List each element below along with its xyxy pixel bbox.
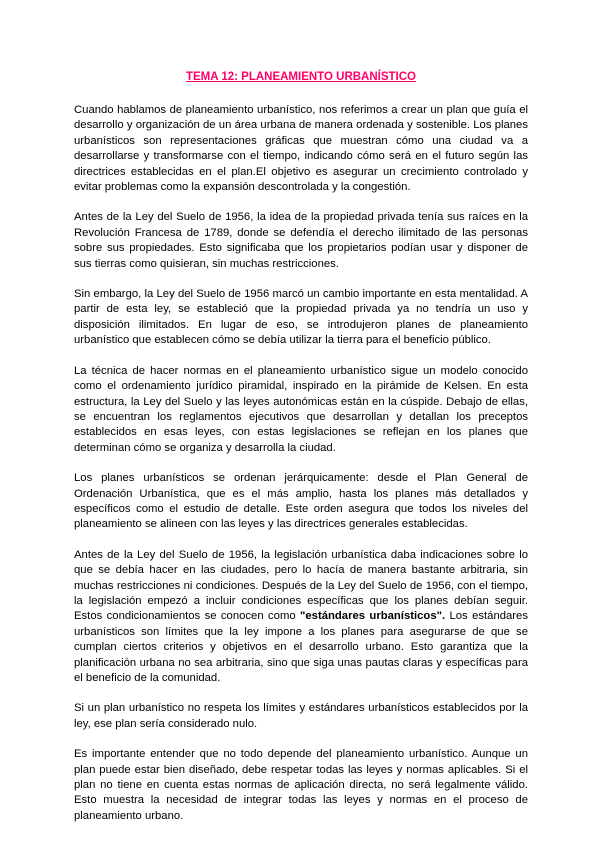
- paragraph-jerarquia: Los planes urbanísticos se ordenan jerárquicamente: desde el Plan General de Ordenación Urbanística, que es el más amplio, hasta los planes más detallados y específicos como el estudio de detalle. Este orden asegura que todos los niveles del planeamiento se alineen con las leyes y las directrices generales establecidas.: [74, 472, 528, 531]
- paragraph-ley-1956: Sin embargo, la Ley del Suelo de 1956 marcó un cambio importante en esta mentalidad. A partir de esta ley, se estableció que la propiedad privada ya no tendría un uso y disposición ilimitados. En lugar de eso, se introdujeron planes de planeamiento urbanístico que establecen cómo se debía utilizar la tierra para el beneficio público.: [74, 288, 528, 347]
- paragraph-estandares-before: Antes de la Ley del Suelo de 1956, la legislación urbanística daba indicaciones sobre lo que se debía hacer en las ciudades, pero lo hacía de manera bastante arbitraria, sin muchas restricciones ni condiciones. Después de la Ley del Suelo de 1956, con el tiempo, la legislación empezó a incluir condiciones específicas que los planes debían seguir. Estos condicionamientos se conocen como: [74, 548, 528, 623]
- paragraph-kelsen: La técnica de hacer normas en el planeamiento urbanístico sigue un modelo conocido como el ordenamiento jurídico piramidal, inspirado en la pirámide de Kelsen. En esta estructura, la Ley del Suelo y las leyes autonómicas están en la cúspide. Debajo de ellas, se encuentran los reglamentos ejecutivos que desarrollan y detallan los preceptos establecidos en esas leyes, con estas legislaciones se reflejan en los planes que determinan cómo se organiza y desarrolla la ciudad.: [74, 364, 528, 454]
- paragraph-estandares: [74, 548, 528, 687]
- paragraph-estandares-after: Los estándares urbanísticos son límites que la ley impone a los planes para asegurarse de que se cumplan ciertos criterios y objetivos en el desarrollo urbano. Esto garantiza que la planificación urbana no sea arbitraria, sino que siga unas pautas claras y específicas para el beneficio de la comunidad.: [74, 610, 528, 684]
- estandares-bold-term: "estándares urbanísticos".: [300, 610, 446, 623]
- document-page: [74, 70, 528, 839]
- document-title: TEMA 12: PLANEAMIENTO URBANÍSTICO: [185, 71, 416, 83]
- paragraph-intro: Cuando hablamos de planeamiento urbanístico, nos referimos a crear un plan que guía el desarrollo y organización de un área urbana de manera ordenada y sostenible. Los planes urbanísticos son representaciones gráficas que muestran cómo una ciudad va a desarrollarse y transformarse con el tiempo, indicando cómo será en el futuro según las directrices establecidas en el plan.El objetivo es asegurar un crecimiento controlado y evitar problemas como la expansión descontrolada y la congestión.: [74, 104, 528, 194]
- paragraph-nulidad: Si un plan urbanístico no respeta los límites y estándares urbanísticos establecidos por la ley, ese plan sería considerado nulo.: [74, 702, 528, 730]
- paragraph-conclusion: Es importante entender que no todo depende del planeamiento urbanístico. Aunque un plan puede estar bien diseñado, debe respetar todas las leyes y normas aplicables. Si el plan no tiene en cuenta estas normas de aplicación directa, no será legalmente válido. Esto muestra la necesidad de integrar todas las leyes y normas en el proceso de planeamiento urbano.: [74, 748, 528, 822]
- paragraph-history: Antes de la Ley del Suelo de 1956, la idea de la propiedad privada tenía sus raíces en la Revolución Francesa de 1789, donde se defendía el derecho ilimitado de las personas sobre sus propiedades. Esto significaba que los propietarios podían usar y disponer de sus tierras como quisieran, sin muchas restricciones.: [74, 211, 528, 270]
